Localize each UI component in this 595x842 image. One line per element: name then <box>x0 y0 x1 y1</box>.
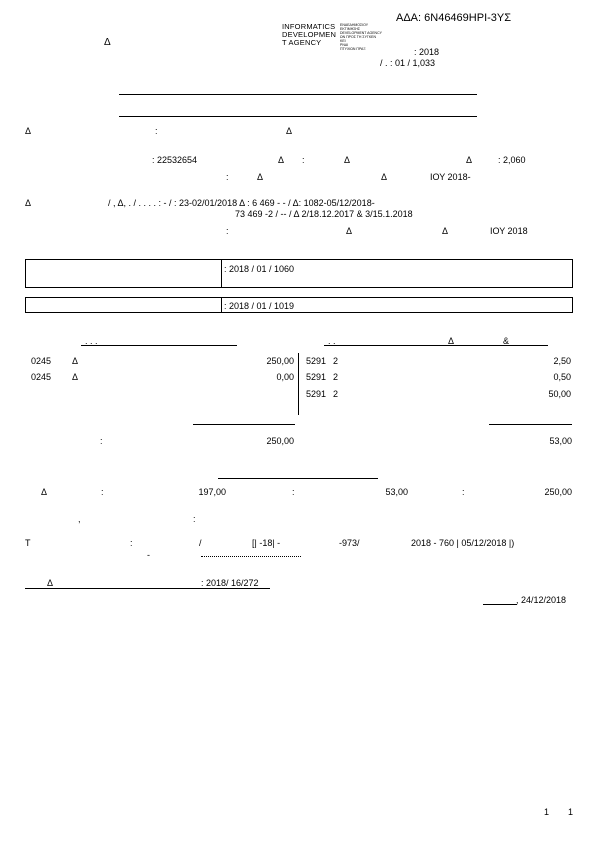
ledger-amount: 250,00 <box>266 356 294 366</box>
summary-net: 197,00 <box>198 487 226 497</box>
ledger-num: 2 <box>333 389 339 399</box>
info-label: Δ <box>466 155 473 165</box>
summary-colon: : <box>292 487 295 497</box>
agency-line-1: INFORMATICS <box>282 22 336 31</box>
tiny-line: ΚΕΙ <box>340 39 346 43</box>
agency-name <box>282 23 336 47</box>
info-colon: : <box>226 172 229 182</box>
info-label: Δ <box>286 126 293 136</box>
ledger-code: 5291 <box>306 356 327 366</box>
misc-comma: , <box>78 514 81 524</box>
tiny-line: ΕΚΤΙΜΗΣΗΣ <box>340 27 361 31</box>
dotted-signature-line <box>201 550 301 557</box>
ledger-left-total: 250,00 <box>266 436 294 446</box>
reference-number: : 2018 / 01 / 1019 <box>224 301 295 311</box>
summary-rule <box>218 478 378 479</box>
info-label: Δ <box>442 226 449 236</box>
misc-part: -973/ <box>339 538 360 548</box>
summary-colon: : <box>462 487 465 497</box>
agency-line-2: DEVELOPMEN <box>282 30 337 39</box>
reference-box-2 <box>25 297 573 313</box>
box-divider <box>221 298 222 312</box>
ledger-right-header: . . <box>328 336 336 346</box>
misc-slash: / <box>199 538 202 548</box>
page-number: 1 <box>544 807 550 817</box>
box-divider <box>221 260 222 287</box>
reference-number: : 2018 / 01 / 1060 <box>224 264 295 274</box>
tiny-line: ΡΝΑΙ <box>340 43 349 47</box>
ledger-left-header: . . . <box>85 336 98 346</box>
issue-date: , 24/12/2018 <box>516 595 567 605</box>
ledger-code: 5291 <box>306 389 327 399</box>
misc-colon: : <box>193 514 196 524</box>
ledger-amount: 50,00 <box>548 389 571 399</box>
ledger-right-header-rule <box>324 345 548 346</box>
misc-colon: : <box>130 538 133 548</box>
decision-details-continued: 73 469 -2 / -- / Δ 2/18.12.2017 & 3/15.1.2018 <box>235 209 413 219</box>
ledger-code: 5291 <box>306 372 327 382</box>
info-colon: : <box>302 155 305 165</box>
header-year: : 2018 <box>414 47 440 57</box>
ledger-desc: Δ <box>72 372 79 382</box>
decision-details: / , Δ, . / . . . . : - / : 23-02/01/2018 Δ : 6 469 - - / Δ: 1082-05/12/2018- <box>108 198 375 208</box>
afm-value: : 22532654 <box>152 155 198 165</box>
ledger-center-divider <box>298 353 299 415</box>
agency-small-text <box>340 23 382 51</box>
ledger-right-total: 53,00 <box>549 436 572 446</box>
info-colon: : <box>226 226 229 236</box>
budget-code: ΙΟΥ 2018- <box>430 172 471 182</box>
tiny-line: DEVELOPMENT AGENCY <box>340 31 382 35</box>
ledger-num: 2 <box>333 356 339 366</box>
date-underline <box>483 604 517 605</box>
reference-box-1 <box>25 259 573 288</box>
info-label: Δ <box>257 172 264 182</box>
info-label: Δ <box>278 155 285 165</box>
page-count: 1 <box>568 807 574 817</box>
protocol-label: Δ <box>47 578 54 588</box>
summary-label: Δ <box>41 487 48 497</box>
ledger-right-header: & <box>503 336 510 346</box>
info-label: Δ <box>25 198 32 208</box>
summary-colon: : <box>101 487 104 497</box>
tiny-line: ΕΝΑΕΔΗΜΟΣΙΟΥ <box>340 23 369 27</box>
ledger-num: 2 <box>333 372 339 382</box>
summary-deductions: 53,00 <box>385 487 408 497</box>
info-colon: : <box>155 126 158 136</box>
ledger-desc: Δ <box>72 356 79 366</box>
protocol-number: : 2018/ 16/272 <box>201 578 259 588</box>
info-label: Δ <box>25 126 32 136</box>
misc-dash: - <box>147 550 150 560</box>
ledger-code: 0245 <box>31 356 52 366</box>
ledger-amount: 2,50 <box>553 356 571 366</box>
ada-code: ΑΔΑ: 6Ν46469ΗΡΙ-3ΥΣ <box>396 12 512 24</box>
tiny-line: ΩΝ ΠΡΟΣ ΤΗ ΣΥΓΚΕΝ <box>340 35 377 39</box>
info-label: Δ <box>344 155 351 165</box>
amount-value: : 2,060 <box>498 155 526 165</box>
ledger-left-total-rule <box>193 424 295 425</box>
ledger-left-header-rule <box>81 345 237 346</box>
summary-total: 250,00 <box>544 487 572 497</box>
ledger-right-header: Δ <box>448 336 455 346</box>
misc-part: [| -18| - <box>252 538 281 548</box>
protocol-underline <box>25 588 270 589</box>
ledger-code: 0245 <box>31 372 52 382</box>
header-left-delta: Δ <box>104 37 111 48</box>
ledger-amount: 0,50 <box>553 372 571 382</box>
info-label: Δ <box>381 172 388 182</box>
misc-part: 2018 - 760 | 05/12/2018 |) <box>411 538 515 548</box>
tiny-line: ΠΤΥΧΙΩΝ ΠΡΑΞ <box>340 47 366 51</box>
ledger-total-colon: : <box>100 436 103 446</box>
ledger-amount: 0,00 <box>276 372 294 382</box>
misc-t-label: Τ <box>25 538 31 548</box>
budget-code: ΙΟΥ 2018 <box>490 226 528 236</box>
agency-line-3: T AGENCY <box>282 38 322 47</box>
header-rule-1 <box>119 94 477 95</box>
info-label: Δ <box>346 226 353 236</box>
ledger-right-total-rule <box>489 424 572 425</box>
header-rule-2 <box>119 116 477 117</box>
header-document-number: / . : 01 / 1,033 <box>380 58 436 68</box>
